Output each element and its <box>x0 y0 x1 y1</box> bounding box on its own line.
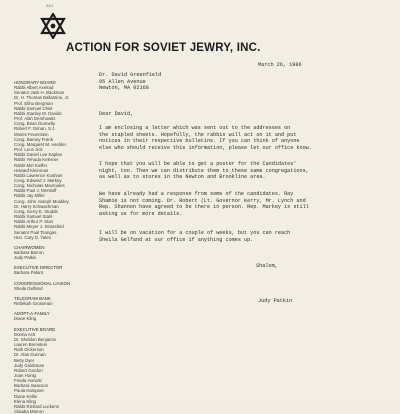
signer-name: Judy Patkin <box>258 298 293 304</box>
sidebar-member-name: Prof. Elihu Bergman <box>14 100 53 106</box>
closing: Shalom, <box>256 263 278 269</box>
sidebar-heading: TELEGRAM BANK <box>14 295 51 301</box>
sidebar-member-name: Rabbi Jay Miller <box>14 193 45 199</box>
sidebar-section <box>14 281 90 291</box>
sidebar-member-name: Cong. Edward J. Markey <box>14 177 62 183</box>
sidebar-member-name: Cong. Barney Frank <box>14 136 53 142</box>
sidebar-member-name: Rabbi Stanley M. Davids <box>14 110 62 116</box>
sidebar-heading: HONORARY BOARD <box>14 80 56 85</box>
sidebar-member-name: Rabbi Arthur P. Starr <box>14 219 54 225</box>
recipient-name: Dr. David Greenfield <box>99 72 162 78</box>
sidebar-section <box>14 296 90 306</box>
sidebar-member-name: Dr. Harry Schwachman <box>14 203 59 209</box>
sidebar-member-name: Robert Gordon <box>14 367 43 373</box>
sidebar-member-name: Judy Patkin <box>14 255 37 261</box>
sidebar-member-name: Senator Paul Tsongas <box>14 229 57 235</box>
paragraph-line: Rep. Shannon have agreed to be there in person. Rep. Markey is still <box>99 204 309 211</box>
sidebar-member-name: Donna Arzt <box>14 331 36 337</box>
paragraph-line: We have already had a response from some of the candidates. Ray <box>99 191 294 197</box>
paragraph-line: I hope that you will be able to get a poster for the Candidates' <box>99 161 297 167</box>
sidebar-member-name: Paula Kampner <box>14 388 44 394</box>
sidebar-member-name: Rabbi Daniel Lee Kaplan <box>14 152 63 158</box>
sidebar-member-name: Rebekah Grossman <box>14 301 53 307</box>
sidebar-member-name: Dr. Alan Dunnan <box>14 352 46 358</box>
sidebar-heading: CHAIRWOMEN <box>14 244 45 250</box>
sidebar-member-name: Lauren Bernstein <box>14 342 48 348</box>
sidebar-member-name: Hon. Cary D. Yates <box>14 234 52 240</box>
recipient-city: Newton, MA 02168 <box>99 85 149 92</box>
paragraph-line: Shamie is not coming. Dr. Robert (Lt. Governor Kerry, Mr. Lynch and <box>99 197 306 204</box>
sidebar-section <box>14 265 90 275</box>
sidebar-member-name: Rabbi Samuel Stahl <box>14 214 53 220</box>
sidebar-member-name: Judy Goldsman <box>14 362 45 368</box>
sidebar-section <box>14 80 90 240</box>
sidebar-section <box>14 327 90 414</box>
paragraph-3 <box>99 191 391 217</box>
sidebar-member-name: Barbara Palant <box>14 270 43 276</box>
sidebar-member-name: Joan Honig <box>14 372 36 378</box>
sidebar-member-name: Betty Dyer <box>14 357 35 363</box>
paragraph-line: Sheila Gelfand at our office if anything comes up. <box>99 236 254 243</box>
sidebar-member-name: Elena Kling <box>14 398 36 404</box>
sidebar-member-name: Rabbi Mel Kieffer <box>14 162 48 168</box>
sidebar-member-name: Senator Jack H. Backman <box>14 90 65 96</box>
sidebar-member-name: Moses Feuerstein <box>14 131 49 137</box>
salutation: Dear David, <box>99 111 134 117</box>
sidebar-member-name: Claudia Marron <box>14 409 44 414</box>
sidebar-section <box>14 245 90 260</box>
recipient-address <box>99 72 161 92</box>
paragraph-line: I will be on vacation for a couple of weeks, but you can reach <box>99 230 291 236</box>
paragraph-line: asking us for more details. <box>99 210 183 217</box>
sidebar-member-name: Prof. Leon Jick <box>14 147 43 153</box>
org-name: ACTION FOR SOVIET JEWRY, INC. <box>66 42 261 54</box>
sidebar-heading: ADOPT-A-FAMILY <box>14 311 50 317</box>
sidebar-heading: EXECUTIVE DIRECTOR <box>14 265 63 271</box>
sidebar-member-name: Cong. Margaret M. Heckler <box>14 141 67 147</box>
paragraph-line: the stapled sheets. Hopefully, the rabbis will act on it and put <box>99 131 297 138</box>
sidebar-member-name: Cong. Brian Donnelly <box>14 121 56 127</box>
paragraph-line: I am enclosing a letter which was sent out to the addresses on <box>99 125 291 131</box>
sidebar-member-name: Robert F. Drinan, S.J. <box>14 126 56 132</box>
sidebar-member-name: Frieda Horwitz <box>14 378 42 384</box>
paragraph-2 <box>99 161 391 181</box>
sidebar-member-name: Howard Kleinman <box>14 167 49 173</box>
paragraph-line: else who should receive this information, please let our office know. <box>99 144 312 151</box>
board-sidebar <box>14 80 90 414</box>
sidebar-member-name: Sheila Gelfand <box>14 285 43 291</box>
sidebar-heading: EXECUTIVE BOARD <box>14 326 56 332</box>
sidebar-member-name: Rabbi Paul J. Menitoff <box>14 188 57 194</box>
sidebar-member-name: Ruth Dickerson <box>14 347 44 353</box>
sidebar-member-name: Rabbi Lawrence Kushner <box>14 172 63 178</box>
sidebar-member-name: Rabbi Yehuda Kelemer <box>14 157 59 163</box>
sidebar-member-name: Prof. Alan Dershowitz <box>14 116 56 122</box>
paragraph-1 <box>99 125 391 151</box>
sidebar-member-name: Barbara Isaacson <box>14 383 49 389</box>
sidebar-member-name: Rabbi Meyer J. Strassfeld <box>14 224 64 230</box>
paragraph-line: as well as to stores in the Newton and Brookline area. <box>99 174 266 181</box>
sidebar-heading: CONGRESSIONAL LIAISON <box>14 280 71 286</box>
sidebar-member-name: Rabbi Samuel Chiel <box>14 105 53 111</box>
sidebar-section <box>14 311 90 321</box>
sidebar-member-name: Rabbi Richard Luckens <box>14 403 59 409</box>
sidebar-member-name: Cong. Gerry E. Studds <box>14 208 58 214</box>
star-of-david-logo-icon <box>40 13 66 39</box>
sidebar-member-name: Dr. Sheldon Benjamin <box>14 336 57 342</box>
sidebar-member-name: Diane Kling <box>14 316 37 322</box>
letter-date: March 26, 1986 <box>258 62 302 68</box>
sidebar-member-name: Barbara Barron <box>14 250 44 255</box>
sidebar-member-name: Cong. Nicholas Mavroules <box>14 183 65 189</box>
paragraph-4 <box>99 230 391 243</box>
paragraph-line: night, too. Then we can distribute them to these same congregations, <box>99 167 309 174</box>
sidebar-member-name: Dr. H. Thomas Ballantine, Jr. <box>14 95 70 101</box>
sidebar-member-name: Diane Kellin <box>14 393 38 399</box>
paragraph-line: notices in their respective bulletins. If you can think of anyone <box>99 138 300 145</box>
sidebar-member-name: Rabbi Albert Axelrad <box>14 85 54 91</box>
recipient-street: 95 Allen Avenue <box>99 78 146 85</box>
sidebar-member-name: Cong. John Joseph Moakley <box>14 198 69 204</box>
logo-caption: ASJ <box>46 3 54 8</box>
